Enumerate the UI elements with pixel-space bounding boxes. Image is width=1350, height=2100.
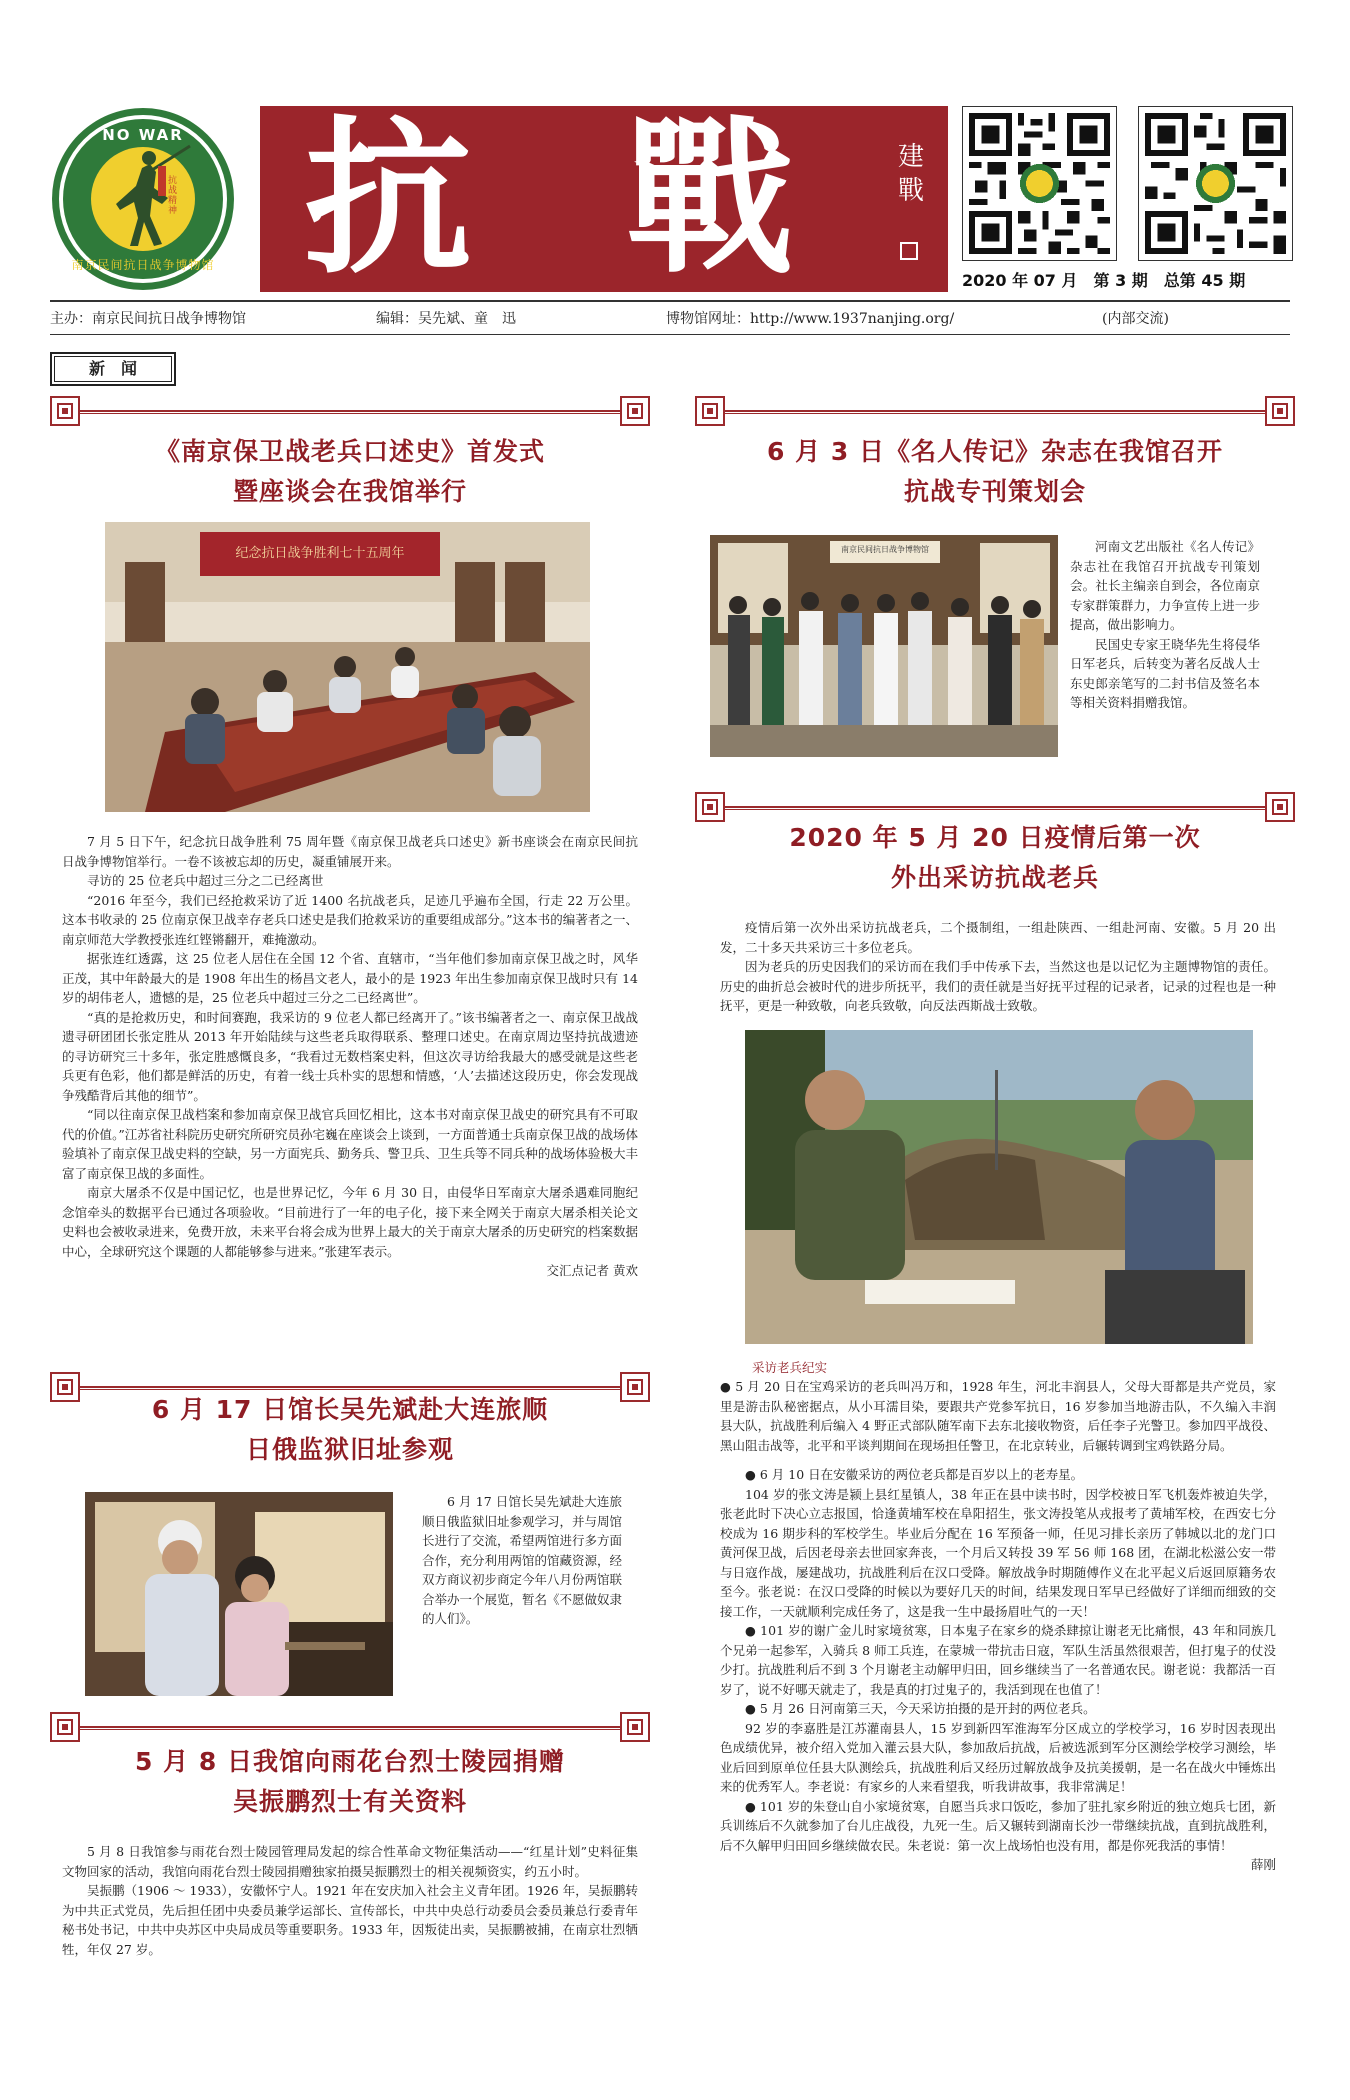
article1-paragraph: “同以往南京保卫战档案和参加南京保卫战官兵回忆相比，这本书对南京保卫战史的研究具有不可取代的价值。”江苏省社科院历史研究所研究员孙宅巍在座谈会上谈到，一方面普通士兵南京保卫战的战场体验填补了南京保卫战史料的空缺，另一方面宪兵、勤务兵、警卫兵、卫生兵等不同兵种的战场体验极大丰富了南京保卫战的多面性。 (62, 1107, 638, 1181)
veteran-record: ● 101 岁的朱登山自小家境贫寒，自愿当兵求口饭吃，参加了驻扎家乡附近的独立炮兵七团，新兵训练后不久就参加了台儿庄战役，九死一生。后又辗转到湖南长沙一带继续抗战，直到抗战胜利，后不久解甲归田回乡继续做农民。朱老说：第一次上战场怕也没有用，都是你死我活的事情！ (720, 1798, 1276, 1853)
article3-intro (720, 918, 1276, 1016)
veteran-record: 104 岁的张文涛是颍上县红星镇人，38 年正在县中读书时，因学校被日军飞机轰炸被迫失学，张老此时下决心立志报国，恰逢黄埔军校在阜阳招生，张文涛投笔从戎报考了黄埔军校，在西安七分校成为 16 期步科的军校学生。毕业后分配在 16 军预备一师，任见习排长亲历了韩城以北的龙门口黄河保卫战，后因老母亲去世回家奔丧，一个月后又转投 39 军 56 师 168 团，在湖北松滋公安一带与日寇作战，屡建战功，抗战胜利后在汉口受降。解放战争时期随傅作义在北平起义后返回原籍务农至今。张老说：在汉口受降的时候以为要好几天的时间，结果发现日军早已经做好了详细而细致的交接工作，一天就顺利完成任务了，这是我一生中最扬眉吐气的一天！ (720, 1486, 1276, 1619)
article3-byline: 薛刚 (1250, 1857, 1276, 1872)
article1-paragraph: “2016 年至今，我们已经抢救采访了近 1400 名抗战老兵，足迹几乎遍布全国，行走 22 万公里。这本书收录的 25 位南京保卫战幸存老兵口述史是我们抢救采访的重要组成部分。”这本书的编著者之一、南京师范大学教授张连红铿锵翻开，难掩激动。 (62, 892, 638, 947)
qr-code-2[interactable] (1138, 106, 1293, 261)
article2-body (1070, 537, 1260, 713)
title-char-zhan: 戰 (626, 99, 794, 297)
article1-paragraph: “真的是抢救历史，和时间赛跑，我采访的 9 位老人都已经离开了。”该书编著者之一、南京保卫战战遗寻研团团长张定胜从 2013 年开始陆续与这些老兵取得联系、整理口述史。在南京周边坚持抗战遗迹的寻访研究三十多年，张定胜感慨良多，“我看过无数档案史料，但这次寻访给我最大的感受就是这些老兵更有色彩，他们都是鲜活的历史，有着一线士兵朴实的思想和情感，‘人’去描述这段历史，你会发现战争残酷背后其他的细节”。 (62, 1009, 638, 1103)
article3-paragraph: 疫情后第一次外出采访抗战老兵，二个摄制组，一组赴陕西、一组赴河南、安徽。5 月 20 出发，二十多天共采访三十多位老兵。 (720, 920, 1276, 955)
article1-paragraph: 7 月 5 日下午，纪念抗日战争胜利 75 周年暨《南京保卫战老兵口述史》新书座谈会在南京民间抗日战争博物馆举行。一卷不该被忘却的历史，凝重铺展开来。 (62, 834, 638, 869)
side-text: 建戰 (897, 142, 924, 206)
article5-title: 5 月 8 日我馆向雨花台烈士陵园捐赠 吴振鹏烈士有关资料 (135, 1747, 565, 1816)
article4-paragraph: 6 月 17 日馆长吴先斌赴大连旅顺日俄监狱旧址参观学习，并与周馆长进行了交流，希望两馆进行多方面合作，充分利用两馆的馆藏资源，经双方商议初步商定今年八月份两馆联合举办一个展览，暂名《不愿做奴隶的人们》。 (422, 1494, 623, 1626)
website-link[interactable]: 博物馆网址：http://www.1937nanjing.org/ (666, 311, 955, 327)
interview-caption: 采访老兵纪实 (752, 1360, 828, 1375)
meeting-photo-banner: 纪念抗日战争胜利七十五周年 (235, 546, 405, 561)
qr-code-1[interactable] (962, 106, 1117, 261)
article5-body (62, 1842, 638, 1959)
veteran-record: ● 5 月 26 日河南第三天，今天采访拍摄的是开封的两位老兵。 (745, 1701, 1096, 1716)
article5-frame (50, 1712, 650, 1744)
article1-paragraph: 据张连红透露，这 25 位老人居住在全国 12 个省、直辖市，“当年他们参加南京保卫战之时，风华正茂，其中年龄最大的是 1908 年出生的杨昌文老人，最小的是 1923 年出生参加南京保卫战时只有 14 岁的胡伟老人，遗憾的是，25 位老兵中超过三分之二已经离世”。 (62, 951, 638, 1005)
article2-frame (695, 396, 1295, 428)
meeting-photo (105, 522, 590, 812)
article1-frame (50, 396, 650, 428)
article3-paragraph: 因为老兵的历史因我们的采访而在我们手中传承下去，当然这也是以记忆为主题博物馆的责任。历史的曲折总会被时代的进步所抚平，我们的责任就是当好抚平过程的记录者，记录的过程也是一种抚平，更是一种致敬，向老兵致敬，向反法西斯战士致敬。 (720, 959, 1276, 1013)
article5-paragraph: 5 月 8 日我馆参与雨花台烈士陵园管理局发起的综合性革命文物征集活动——“红星计划”史料征集文物回家的活动，我馆向雨花台烈士陵园捐赠独家拍摄吴振鹏烈士的相关视频资实，约五小时。 (62, 1844, 638, 1879)
article2-paragraph: 河南文艺出版社《名人传记》杂志社在我馆召开抗战专刊策划会。社长主编亲自到会，各位南京专家群策群力，力争宣传上进一步提高，做出影响力。 (1070, 539, 1260, 632)
info-bar (50, 308, 1290, 332)
veteran-record: ● 6 月 10 日在安徽采访的两位老兵都是百岁以上的老寿星。 (745, 1467, 1084, 1482)
issue-info: 2020 年 07 月 第 3 期 总第 45 期 (962, 271, 1246, 290)
article1-subhead: 寻访的 25 位老兵中超过三分之二已经离世 (87, 873, 324, 888)
title-char-kang: 抗 (304, 99, 472, 297)
article4-body (422, 1492, 622, 1629)
article1-byline: 交汇点记者 黄欢 (546, 1263, 638, 1278)
sponsor-text: 主办：南京民间抗日战争博物馆 (50, 311, 246, 327)
veteran-record: 92 岁的李嘉胜是江苏灌南县人，15 岁到新四军淮海军分区成立的学校学习，16 岁时因表现出色成绩优异，被介绍入党加入灌云县大队，参加敌后抗战，后被选派到军分区测绘学校学习测绘，毕业后回到原单位任县大队测绘兵，抗战胜利后又经历过解放战争及抗美援朝，是一名在战火中锤炼出来的优秀军人。李老说：有家乡的人来看望我，听我讲故事，我非常满足！ (720, 1720, 1276, 1794)
veteran-record: ● 101 岁的谢广金儿时家境贫寒，日本鬼子在家乡的烧杀肆掠让谢老无比痛恨，43 年和同族几个兄弟一起参军，入骑兵 8 师工兵连，在蒙城一带抗击日寇，军队生活虽然很艰苦，但打鬼子的仗没少打。抗战胜利后不到 3 个月谢老主动解甲归田，回乡继续当了一名普通农民。谢老说：我都活一百岁了，说不好哪天就走了，我是真的打过鬼子的，我活到现在也值了！ (720, 1623, 1276, 1697)
article1-paragraph: 南京大屠杀不仅是中国记忆，也是世界记忆，今年 6 月 30 日，由侵华日军南京大屠杀遇难同胞纪念馆牵头的数据平台已通过各项验收。“目前进行了一年的电子化，接下来全网关于南京大屠杀相关论文史料也会被收录进来，免费开放，未来平台将会成为世界上最大的关于南京大屠杀的历史研究的档案数据中心，全球研究这个课题的人都能够参与进来。”张建军表示。 (62, 1185, 638, 1259)
info-divider (50, 334, 1290, 335)
interview-photo (745, 1030, 1253, 1344)
museum-logo (50, 106, 236, 292)
title-banner (260, 99, 948, 297)
article1-title: 《南京保卫战老兵口述史》首发式 暨座谈会在我馆举行 (154, 437, 545, 506)
masthead-divider (50, 300, 1290, 302)
group-photo (710, 535, 1058, 757)
prison-visit-photo (85, 1492, 393, 1696)
article1-body (62, 832, 638, 1281)
logo-ring-top: NO WAR (102, 126, 184, 144)
seal-stamp (900, 242, 918, 260)
editors-text: 编辑：吴先斌、童 迅 (376, 311, 516, 327)
article4-title: 6 月 17 日馆长吴先斌赴大连旅顺 日俄监狱旧址参观 (151, 1395, 549, 1464)
article3-records (720, 1377, 1276, 1875)
group-photo-sign: 南京民间抗日战争博物馆 (841, 545, 929, 554)
article5-paragraph: 吴振鹏（1906 ～ 1933），安徽怀宁人。1921 年在安庆加入社会主义青年团。1926 年，吴振鹏转为中共正式党员，先后担任团中央委员兼学运部长、宣传部长，中共中央总行动委员会委员兼总行委青年秘书处书记，中共中央苏区中央局成员等重要职务。1933 年，因叛徒出卖，吴振鹏被捕，在南京壮烈牺牲，年仅 27 岁。 (62, 1883, 638, 1957)
logo-ring-side: 南京民间抗日战争博物馆 (71, 258, 215, 272)
article3-title: 2020 年 5 月 20 日疫情后第一次 外出采访抗战老兵 (789, 823, 1201, 892)
section-label-text: 新 闻 (54, 356, 172, 382)
internal-note: (内部交流) (1102, 311, 1169, 327)
logo-small-text: 抗战精神 (168, 176, 178, 216)
section-label (50, 352, 176, 386)
article2-paragraph: 民国史专家王晓华先生将侵华日军老兵，后转变为著名反战人士东史郎亲笔写的二封书信及签名本等相关资料捐赠我馆。 (1070, 636, 1260, 710)
article2-title: 6 月 3 日《名人传记》杂志在我馆召开 抗战专刊策划会 (767, 437, 1223, 506)
veteran-record: ● 5 月 20 日在宝鸡采访的老兵叫冯万和，1928 年生，河北丰润县人，父母大哥都是共产党员，家里是游击队秘密据点，从小耳濡目染，要跟共产党参军抗日，16 岁参加当地游击队，不久编入丰润县大队，抗战胜利后编入 4 野正式部队随军南下去东北接收物资，后任李子光警卫。参加四平战役、黑山阻击战等，北平和平谈判期间在现场担任警卫，在北京转业，后辗转调到宝鸡铁路分局。 (720, 1379, 1276, 1453)
